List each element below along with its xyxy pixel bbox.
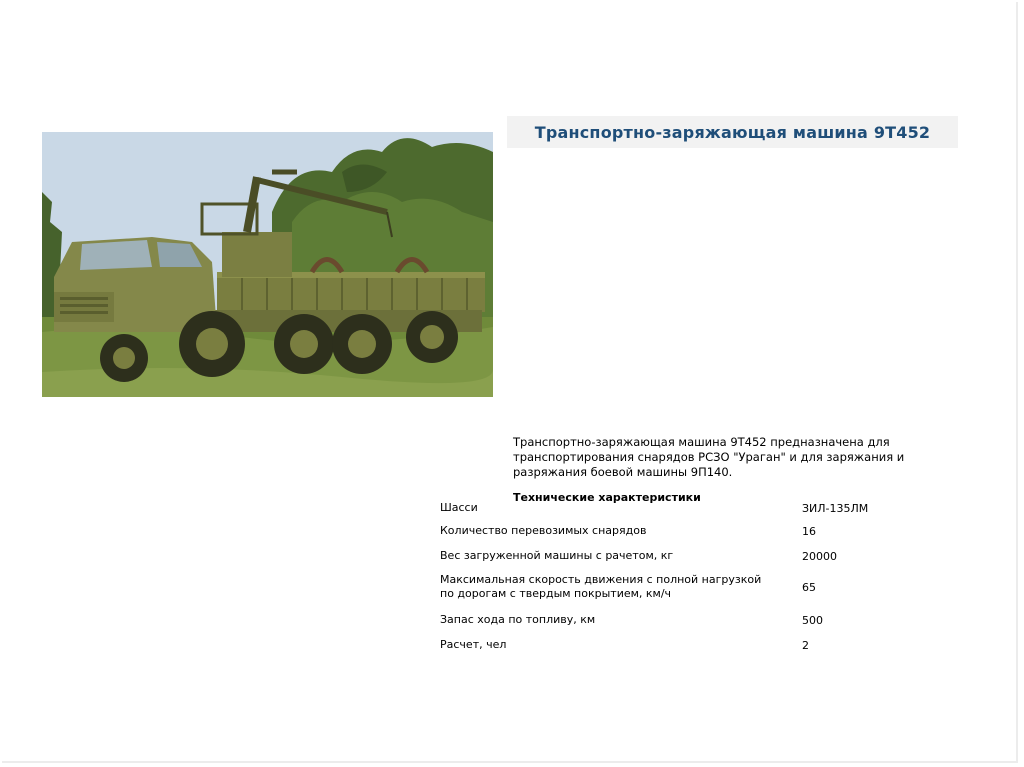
spec-row [440,611,900,629]
spec-row [440,636,900,654]
spec-label: Расчет, чел [440,638,507,651]
page-title: Транспортно-заряжающая машина 9Т452 [534,122,931,142]
spec-row [440,522,900,540]
spec-row [440,572,900,602]
spec-value: ЗИЛ-135ЛМ [802,501,869,515]
spec-table [440,497,900,654]
spec-value: 65 [802,580,816,594]
spec-label: Вес загруженной машины с рачетом, кг [440,549,674,562]
spec-label: Запас хода по топливу, км [440,613,596,626]
spec-label: Количество перевозимых снарядов [440,524,647,537]
spec-value: 500 [802,613,823,627]
spec-row [440,497,900,519]
spec-row [440,547,900,565]
spec-value: 20000 [802,549,837,563]
title-banner [507,116,958,148]
spec-heading: Технические характеристики [513,491,701,504]
truck-photo [42,132,493,397]
spec-value: 2 [802,638,809,652]
spec-value: 16 [802,524,816,538]
spec-label: Шасси [440,501,478,514]
description-text: Транспортно-заряжающая машина 9Т452 предназначена для транспортирования снарядов РСЗО "Ураган" и для заряжания и разряжания боевой машины 9П140. [513,435,905,479]
spec-label: Максимальная скорость движения с полной нагрузкой по дорогам с твердым покрытием, км/ч [440,573,762,600]
